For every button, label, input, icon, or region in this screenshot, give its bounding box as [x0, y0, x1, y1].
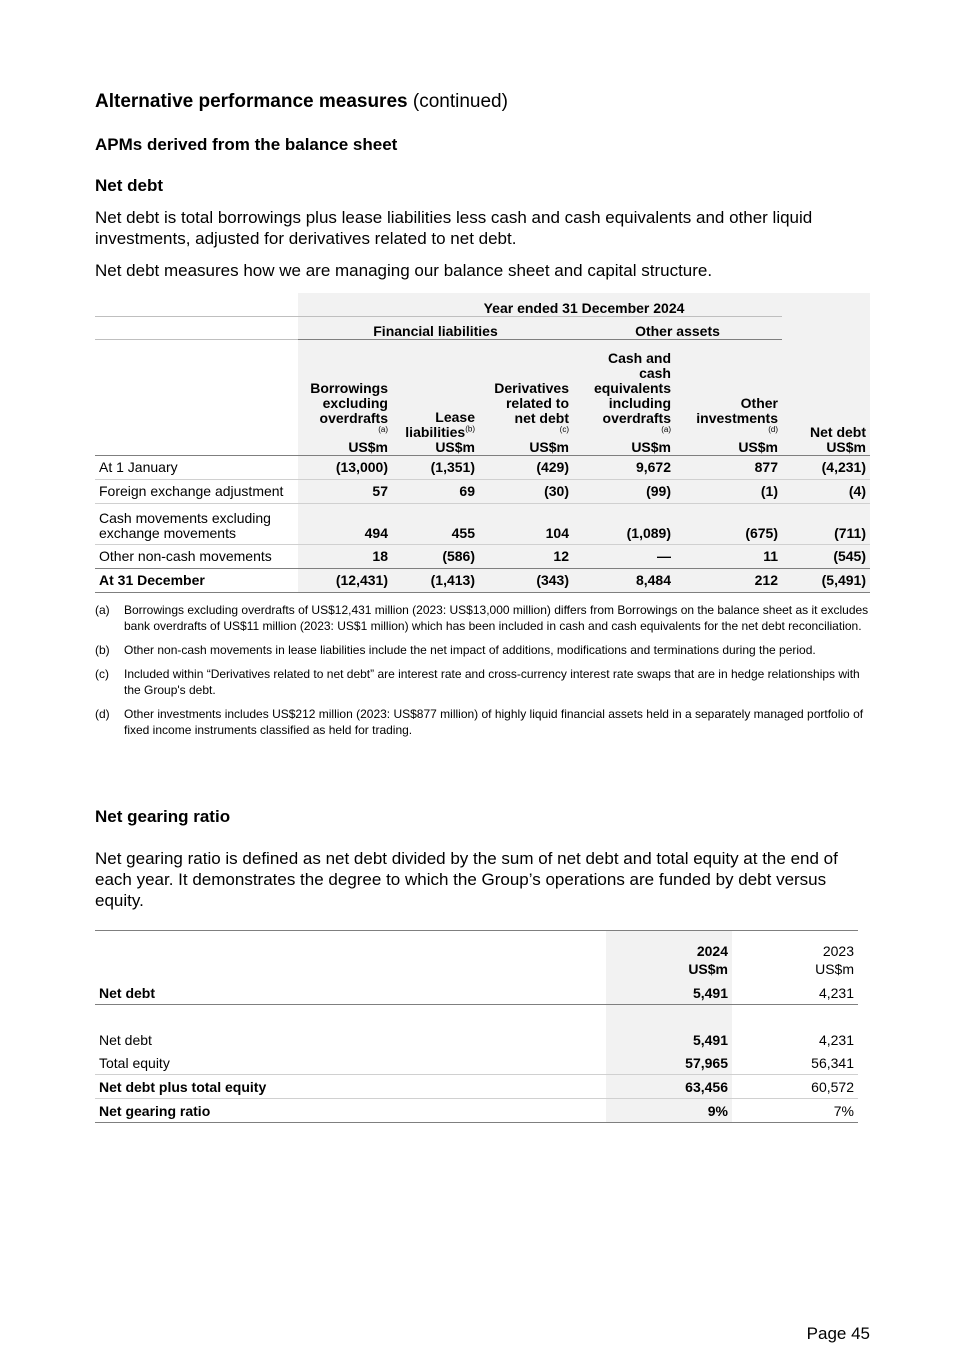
cell-value: 4,231 [818, 1031, 854, 1048]
row-label: Foreign exchange adjustment [95, 480, 298, 504]
table-row [95, 545, 870, 569]
col-unit: US$m [529, 439, 569, 455]
col-header-line: excluding [322, 395, 388, 411]
row-label: Net debt [95, 981, 606, 1005]
cell-value: (1,089) [573, 504, 675, 545]
header-blank [95, 340, 298, 456]
col-header-line: Borrowings [310, 380, 388, 396]
footnote-ref: (d) [768, 425, 778, 434]
col-header-line: Cash and [607, 350, 671, 366]
table-row [95, 456, 870, 480]
cell-value: 104 [479, 504, 573, 545]
table-row [95, 1099, 858, 1123]
col-unit: US$m [738, 439, 778, 455]
cell-value: (12,431) [298, 569, 392, 593]
net-debt-title: Net debt [95, 176, 163, 195]
table-row [95, 981, 858, 1005]
col-cash-header [573, 340, 675, 456]
row-label: Net debt plus total equity [95, 1075, 606, 1099]
col-header-line: overdrafts [319, 410, 388, 426]
footnote-ref: (b) [465, 424, 475, 434]
table-row [95, 480, 870, 504]
footnote-ref: (a) [661, 425, 671, 434]
col-unit: US$m [815, 961, 854, 977]
footnotes [95, 602, 870, 746]
cell-value: 7% [732, 1099, 858, 1123]
footnote-text: Borrowings excluding overdrafts of US$12,431 million (2023: US$13,000 million) differs from Borrowings on the balance sheet as it excludes bank overdrafts of US$11 million (2023: US$1 million) which has been included in cash and cash equivalents for the net debt reconciliation. [124, 603, 869, 633]
cell-value: (4,231) [782, 456, 870, 480]
col-header-line: including [608, 395, 671, 411]
col-year: 2023 [822, 943, 854, 959]
col-borrowings-header [298, 340, 392, 456]
row-label: At 31 December [95, 569, 298, 593]
cell-value: (711) [782, 504, 870, 545]
col-unit: US$m [826, 439, 866, 455]
gearing-title: Net gearing ratio [95, 807, 231, 826]
cell-value: (1) [675, 480, 782, 504]
table-row [95, 504, 870, 545]
col-header-line: equivalents [593, 380, 671, 396]
row-label: Net gearing ratio [95, 1099, 606, 1123]
cell-value: 877 [675, 456, 782, 480]
col-2023-header [732, 931, 858, 982]
cell-value: (1,351) [392, 456, 479, 480]
cell-value: 69 [392, 480, 479, 504]
row-label: Cash movements excluding exchange movements [95, 504, 298, 545]
cell-value: 60,572 [732, 1075, 858, 1099]
cell-value: (30) [479, 480, 573, 504]
footnote-key: (a) [95, 603, 110, 617]
cell-value: (5,491) [782, 569, 870, 593]
cell-value: (429) [479, 456, 573, 480]
col-header-line: net debt [514, 410, 569, 426]
section-title: APMs derived from the balance sheet [95, 135, 398, 154]
col-unit: US$m [348, 439, 388, 455]
page-heading-title: Alternative performance measures [95, 91, 408, 112]
col-derivatives-header [479, 340, 573, 456]
gearing-definition: Net gearing ratio is defined as net debt divided by the sum of net debt and total equity at the end of each year. It demonstrates the degree to which the Group’s operations are funded by debt versus equity. [95, 849, 838, 910]
cell-value: 57 [298, 480, 392, 504]
spacer [606, 1005, 732, 1029]
net-debt-definition: Net debt is total borrowings plus lease liabilities less cash and cash equivalents and other liquid investments, adjusted for derivatives related to net debt. [95, 208, 813, 248]
footnote [95, 666, 870, 698]
col-header-line: cash [639, 365, 671, 381]
cell-value: — [573, 545, 675, 569]
footnote-ref: (c) [559, 425, 569, 434]
group-other-assets: Other assets [573, 317, 782, 340]
col-year: 2024 [696, 943, 728, 959]
cell-value: (675) [675, 504, 782, 545]
col-header-line: Derivatives [494, 380, 569, 396]
row-label: Total equity [95, 1051, 606, 1075]
row-label: At 1 January [95, 456, 298, 480]
col-other-investments-header [675, 340, 782, 456]
cell-value: 56,341 [732, 1051, 858, 1075]
footnote-key: (c) [95, 667, 109, 681]
table-row [95, 1075, 858, 1099]
cell-value: 9,672 [573, 456, 675, 480]
col-header-line: liabilities [405, 424, 466, 440]
row-label: Other non-cash movements [95, 545, 298, 569]
col-header-line: investments [696, 410, 778, 426]
header-blank [95, 931, 606, 982]
page-heading [95, 91, 508, 113]
col-unit: US$m [435, 439, 475, 455]
gearing-table [95, 930, 858, 1123]
col-header-line: related to [505, 395, 569, 411]
cell-value: 4,231 [732, 981, 858, 1005]
cell-value: 5,491 [606, 981, 732, 1005]
net-debt-purpose: Net debt measures how we are managing our balance sheet and capital structure. [95, 261, 713, 280]
table-row-total [95, 569, 870, 593]
col-lease-header [392, 340, 479, 456]
footnote-text: Other investments includes US$212 million (2023: US$877 million) of highly liquid financial assets held in a separately managed portfolio of fixed income instruments classified as held for trading. [124, 707, 864, 737]
row-label: Net debt [99, 1031, 152, 1048]
cell-value: 12 [479, 545, 573, 569]
year-header: Year ended 31 December 2024 [298, 293, 870, 317]
cell-value: (99) [573, 480, 675, 504]
page-heading-suffix: (continued) [412, 91, 508, 112]
cell-value: 455 [392, 504, 479, 545]
footnote-text: Other non-cash movements in lease liabilities include the net impact of additions, modifications and terminations during the period. [124, 643, 816, 657]
col-unit: US$m [688, 961, 728, 977]
footnote-text: Included within “Derivatives related to net debt” are interest rate and cross-currency interest rate swaps that are in hedge relationships with the Group's debt. [124, 667, 860, 697]
page-number: Page 45 [806, 1324, 870, 1343]
cell-value: 11 [675, 545, 782, 569]
col-header-line: overdrafts [602, 410, 671, 426]
footnote-ref: (a) [378, 425, 388, 434]
col-unit: US$m [631, 439, 671, 455]
cell-value: (343) [479, 569, 573, 593]
cell-value: 18 [298, 545, 392, 569]
cell-value: 9% [606, 1099, 732, 1123]
cell-value: 494 [298, 504, 392, 545]
cell-value: (545) [782, 545, 870, 569]
cell-value: (1,413) [392, 569, 479, 593]
cell-value: (4) [782, 480, 870, 504]
footnote [95, 602, 870, 634]
col-net-debt-header [782, 340, 870, 456]
cell-value: 63,456 [606, 1075, 732, 1099]
cell-value: (586) [392, 545, 479, 569]
cell-value: 5,491 [606, 1028, 732, 1051]
net-debt-table [95, 293, 870, 593]
cell-value: 212 [675, 569, 782, 593]
col-header-line: Net debt [810, 424, 866, 440]
footnote-key: (b) [95, 643, 110, 657]
cell-value: 57,965 [606, 1051, 732, 1075]
footnote [95, 642, 870, 658]
col-header-line: Other [740, 395, 778, 411]
footnote-key: (d) [95, 707, 110, 721]
footnote [95, 706, 870, 738]
cell-value: 8,484 [573, 569, 675, 593]
col-header-line: Lease [435, 409, 475, 425]
header-blank [95, 293, 298, 317]
header-blank [95, 317, 298, 340]
cell-value: (13,000) [298, 456, 392, 480]
spacer [732, 1005, 858, 1029]
group-financial-liabilities: Financial liabilities [298, 317, 573, 340]
spacer [95, 1005, 606, 1029]
table-row [95, 1051, 858, 1075]
header-blank [782, 317, 870, 340]
table-row [95, 1028, 858, 1051]
col-2024-header [606, 931, 732, 982]
